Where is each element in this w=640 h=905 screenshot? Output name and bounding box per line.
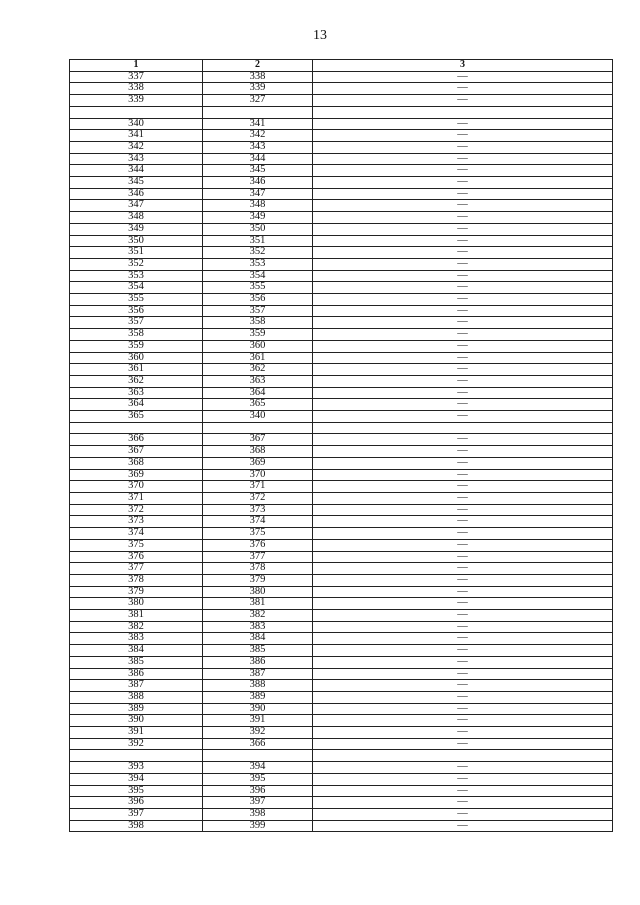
table-row [70, 563, 613, 575]
table-row [70, 153, 613, 165]
table-cell-col-3: — [313, 212, 613, 224]
table-row [70, 165, 613, 177]
table-cell-col-2: 342 [203, 130, 313, 142]
table-cell-col-3: — [313, 223, 613, 235]
table-cell-col-2: 370 [203, 469, 313, 481]
table-cell-col-1: 395 [70, 785, 203, 797]
empty-cell [203, 750, 313, 762]
table-cell-col-2: 392 [203, 727, 313, 739]
table-cell-col-1: 338 [70, 83, 203, 95]
table-cell-col-3: — [313, 738, 613, 750]
empty-cell [70, 422, 203, 434]
table-cell-col-3: — [313, 329, 613, 341]
table-row [70, 516, 613, 528]
table-cell-col-3: — [313, 411, 613, 423]
table-cell-col-1: 354 [70, 282, 203, 294]
table-cell-col-2: 356 [203, 294, 313, 306]
page-number: 13 [313, 28, 327, 43]
table-cell-col-1: 392 [70, 738, 203, 750]
table-cell-col-2: 390 [203, 703, 313, 715]
table-cell-col-3: — [313, 645, 613, 657]
empty-cell [70, 106, 203, 118]
table-row [70, 305, 613, 317]
table-cell-col-3: — [313, 762, 613, 774]
table-cell-col-3: — [313, 492, 613, 504]
table-row [70, 177, 613, 189]
table-cell-col-1: 341 [70, 130, 203, 142]
column-header-3: 3 [313, 60, 613, 72]
table-cell-col-1: 398 [70, 820, 203, 832]
table-separator-row [70, 422, 613, 434]
table-row [70, 446, 613, 458]
table-cell-col-1: 368 [70, 457, 203, 469]
table-cell-col-2: 338 [203, 71, 313, 83]
table-cell-col-2: 374 [203, 516, 313, 528]
table-cell-col-3: — [313, 633, 613, 645]
table-cell-col-1: 340 [70, 118, 203, 130]
table-cell-col-2: 345 [203, 165, 313, 177]
table-cell-col-1: 376 [70, 551, 203, 563]
table-cell-col-2: 365 [203, 399, 313, 411]
table-cell-col-3: — [313, 680, 613, 692]
table-row [70, 645, 613, 657]
table-cell-col-2: 366 [203, 738, 313, 750]
table-cell-col-3: — [313, 258, 613, 270]
table-cell-col-1: 349 [70, 223, 203, 235]
table-cell-col-2: 378 [203, 563, 313, 575]
table-row [70, 492, 613, 504]
table-cell-col-2: 391 [203, 715, 313, 727]
table-row [70, 668, 613, 680]
table-cell-col-3: — [313, 270, 613, 282]
table-cell-col-1: 365 [70, 411, 203, 423]
table-cell-col-3: — [313, 188, 613, 200]
table-row [70, 399, 613, 411]
table-cell-col-3: — [313, 446, 613, 458]
data-table [69, 59, 613, 832]
table-cell-col-2: 383 [203, 621, 313, 633]
table-cell-col-2: 368 [203, 446, 313, 458]
table-cell-col-1: 374 [70, 528, 203, 540]
table-cell-col-3: — [313, 820, 613, 832]
table-row [70, 294, 613, 306]
table-cell-col-2: 327 [203, 95, 313, 107]
table-cell-col-3: — [313, 773, 613, 785]
table-cell-col-3: — [313, 528, 613, 540]
table-cell-col-2: 387 [203, 668, 313, 680]
table-cell-col-2: 351 [203, 235, 313, 247]
table-cell-col-3: — [313, 247, 613, 259]
table-cell-col-1: 383 [70, 633, 203, 645]
table-cell-col-3: — [313, 586, 613, 598]
table-row [70, 469, 613, 481]
table-cell-col-1: 379 [70, 586, 203, 598]
table-cell-col-1: 393 [70, 762, 203, 774]
table-cell-col-3: — [313, 294, 613, 306]
table-row [70, 130, 613, 142]
table-cell-col-1: 352 [70, 258, 203, 270]
table-cell-col-3: — [313, 621, 613, 633]
table-header-row [70, 60, 613, 72]
table-body [70, 71, 613, 832]
table-row [70, 200, 613, 212]
table-cell-col-1: 364 [70, 399, 203, 411]
table-cell-col-1: 344 [70, 165, 203, 177]
table-cell-col-1: 353 [70, 270, 203, 282]
table-cell-col-1: 381 [70, 610, 203, 622]
table-cell-col-2: 357 [203, 305, 313, 317]
table-cell-col-3: — [313, 610, 613, 622]
table-row [70, 223, 613, 235]
table-cell-col-2: 353 [203, 258, 313, 270]
table-cell-col-2: 362 [203, 364, 313, 376]
table-row [70, 621, 613, 633]
table-cell-col-1: 350 [70, 235, 203, 247]
table-row [70, 481, 613, 493]
table-cell-col-1: 362 [70, 375, 203, 387]
table-cell-col-3: — [313, 352, 613, 364]
table-cell-col-2: 373 [203, 504, 313, 516]
table-cell-col-1: 347 [70, 200, 203, 212]
table-cell-col-1: 385 [70, 656, 203, 668]
table-separator-row [70, 750, 613, 762]
table-row [70, 387, 613, 399]
table-cell-col-3: — [313, 469, 613, 481]
table-cell-col-2: 384 [203, 633, 313, 645]
table-cell-col-3: — [313, 504, 613, 516]
table-cell-col-1: 390 [70, 715, 203, 727]
table-row [70, 539, 613, 551]
table-row [70, 340, 613, 352]
table-row [70, 797, 613, 809]
table-cell-col-1: 360 [70, 352, 203, 364]
empty-cell [313, 106, 613, 118]
table-row [70, 282, 613, 294]
table-cell-col-3: — [313, 364, 613, 376]
table-cell-col-2: 369 [203, 457, 313, 469]
table-cell-col-3: — [313, 375, 613, 387]
table-cell-col-3: — [313, 282, 613, 294]
table-row [70, 352, 613, 364]
table-cell-col-2: 350 [203, 223, 313, 235]
table-row [70, 528, 613, 540]
table-cell-col-3: — [313, 165, 613, 177]
table-cell-col-2: 395 [203, 773, 313, 785]
table-row [70, 141, 613, 153]
table-cell-col-3: — [313, 95, 613, 107]
table-cell-col-2: 341 [203, 118, 313, 130]
table-row [70, 504, 613, 516]
empty-cell [313, 750, 613, 762]
table-row [70, 551, 613, 563]
table-cell-col-3: — [313, 574, 613, 586]
table-row [70, 610, 613, 622]
table-row [70, 785, 613, 797]
table-cell-col-3: — [313, 797, 613, 809]
table-cell-col-1: 369 [70, 469, 203, 481]
table-row [70, 598, 613, 610]
table-cell-col-3: — [313, 118, 613, 130]
table-cell-col-2: 388 [203, 680, 313, 692]
table-cell-col-1: 394 [70, 773, 203, 785]
table-cell-col-2: 375 [203, 528, 313, 540]
table-cell-col-1: 346 [70, 188, 203, 200]
table-cell-col-3: — [313, 83, 613, 95]
table-cell-col-3: — [313, 200, 613, 212]
table-row [70, 574, 613, 586]
table-row [70, 329, 613, 341]
table-cell-col-3: — [313, 808, 613, 820]
table-cell-col-2: 372 [203, 492, 313, 504]
table-row [70, 434, 613, 446]
table-cell-col-1: 348 [70, 212, 203, 224]
table-cell-col-1: 387 [70, 680, 203, 692]
table-cell-col-2: 399 [203, 820, 313, 832]
table-cell-col-3: — [313, 598, 613, 610]
table-cell-col-2: 340 [203, 411, 313, 423]
table-cell-col-1: 351 [70, 247, 203, 259]
table-row [70, 691, 613, 703]
table-cell-col-1: 359 [70, 340, 203, 352]
table-cell-col-1: 375 [70, 539, 203, 551]
table-row [70, 95, 613, 107]
table-cell-col-3: — [313, 551, 613, 563]
table-cell-col-1: 358 [70, 329, 203, 341]
table-cell-col-1: 363 [70, 387, 203, 399]
table-cell-col-1: 391 [70, 727, 203, 739]
table-cell-col-1: 372 [70, 504, 203, 516]
table-separator-row [70, 106, 613, 118]
table-cell-col-1: 355 [70, 294, 203, 306]
table-cell-col-2: 377 [203, 551, 313, 563]
table-row [70, 212, 613, 224]
table-row [70, 762, 613, 774]
table-row [70, 727, 613, 739]
table-cell-col-2: 349 [203, 212, 313, 224]
table-cell-col-3: — [313, 516, 613, 528]
table-row [70, 680, 613, 692]
table-cell-col-2: 360 [203, 340, 313, 352]
column-header-1: 1 [70, 60, 203, 72]
table-cell-col-2: 398 [203, 808, 313, 820]
table-cell-col-1: 366 [70, 434, 203, 446]
table-row [70, 656, 613, 668]
table-cell-col-1: 361 [70, 364, 203, 376]
table-cell-col-1: 337 [70, 71, 203, 83]
table-cell-col-1: 388 [70, 691, 203, 703]
table-cell-col-3: — [313, 703, 613, 715]
table-cell-col-3: — [313, 399, 613, 411]
empty-cell [203, 422, 313, 434]
table-cell-col-3: — [313, 691, 613, 703]
table-row [70, 808, 613, 820]
table-cell-col-1: 373 [70, 516, 203, 528]
table-cell-col-2: 397 [203, 797, 313, 809]
table-cell-col-2: 343 [203, 141, 313, 153]
table-cell-col-3: — [313, 434, 613, 446]
table-cell-col-3: — [313, 177, 613, 189]
table-cell-col-1: 382 [70, 621, 203, 633]
table-cell-col-1: 380 [70, 598, 203, 610]
table-cell-col-3: — [313, 153, 613, 165]
table-cell-col-1: 339 [70, 95, 203, 107]
empty-cell [203, 106, 313, 118]
table-cell-col-3: — [313, 785, 613, 797]
table-cell-col-2: 363 [203, 375, 313, 387]
table-row [70, 118, 613, 130]
table-row [70, 703, 613, 715]
table-row [70, 738, 613, 750]
table-row [70, 83, 613, 95]
table-row [70, 258, 613, 270]
table-cell-col-2: 344 [203, 153, 313, 165]
table-cell-col-1: 371 [70, 492, 203, 504]
empty-cell [313, 422, 613, 434]
table-row [70, 270, 613, 282]
table-cell-col-2: 352 [203, 247, 313, 259]
table-cell-col-1: 378 [70, 574, 203, 586]
table-row [70, 457, 613, 469]
table-cell-col-1: 345 [70, 177, 203, 189]
table-cell-col-3: — [313, 317, 613, 329]
table-cell-col-3: — [313, 727, 613, 739]
table-cell-col-1: 356 [70, 305, 203, 317]
table-cell-col-2: 389 [203, 691, 313, 703]
table-cell-col-2: 382 [203, 610, 313, 622]
table-cell-col-2: 339 [203, 83, 313, 95]
empty-cell [70, 750, 203, 762]
table-cell-col-3: — [313, 715, 613, 727]
table-row [70, 317, 613, 329]
table-row [70, 247, 613, 259]
table-cell-col-1: 357 [70, 317, 203, 329]
table-cell-col-2: 348 [203, 200, 313, 212]
table-cell-col-3: — [313, 340, 613, 352]
table-cell-col-2: 379 [203, 574, 313, 586]
table-cell-col-3: — [313, 130, 613, 142]
table-cell-col-1: 396 [70, 797, 203, 809]
table-cell-col-2: 359 [203, 329, 313, 341]
table-row [70, 364, 613, 376]
table-cell-col-2: 358 [203, 317, 313, 329]
table-cell-col-3: — [313, 141, 613, 153]
table-cell-col-3: — [313, 235, 613, 247]
table-cell-col-1: 370 [70, 481, 203, 493]
table-row [70, 773, 613, 785]
table-cell-col-3: — [313, 457, 613, 469]
table-cell-col-2: 376 [203, 539, 313, 551]
table-row [70, 820, 613, 832]
table-cell-col-2: 385 [203, 645, 313, 657]
table-row [70, 235, 613, 247]
table-cell-col-1: 389 [70, 703, 203, 715]
table-row [70, 586, 613, 598]
table-cell-col-3: — [313, 668, 613, 680]
table-row [70, 411, 613, 423]
table-cell-col-2: 386 [203, 656, 313, 668]
table-cell-col-3: — [313, 481, 613, 493]
table-cell-col-3: — [313, 656, 613, 668]
table-cell-col-1: 377 [70, 563, 203, 575]
column-header-2: 2 [203, 60, 313, 72]
table-cell-col-1: 342 [70, 141, 203, 153]
table-cell-col-2: 354 [203, 270, 313, 282]
table-cell-col-1: 343 [70, 153, 203, 165]
table-cell-col-2: 367 [203, 434, 313, 446]
table-row [70, 633, 613, 645]
table-cell-col-1: 386 [70, 668, 203, 680]
table-row [70, 375, 613, 387]
table-cell-col-1: 367 [70, 446, 203, 458]
table-row [70, 715, 613, 727]
table-cell-col-1: 384 [70, 645, 203, 657]
table-cell-col-2: 394 [203, 762, 313, 774]
table-cell-col-3: — [313, 387, 613, 399]
table-cell-col-2: 347 [203, 188, 313, 200]
table-cell-col-3: — [313, 563, 613, 575]
table-cell-col-2: 380 [203, 586, 313, 598]
table-cell-col-2: 361 [203, 352, 313, 364]
table-row [70, 188, 613, 200]
table-cell-col-2: 346 [203, 177, 313, 189]
table-cell-col-1: 397 [70, 808, 203, 820]
table-cell-col-3: — [313, 539, 613, 551]
table-cell-col-2: 364 [203, 387, 313, 399]
table-cell-col-3: — [313, 71, 613, 83]
table-cell-col-2: 396 [203, 785, 313, 797]
table-cell-col-2: 355 [203, 282, 313, 294]
table-cell-col-2: 371 [203, 481, 313, 493]
table-cell-col-3: — [313, 305, 613, 317]
table-row [70, 71, 613, 83]
table-cell-col-2: 381 [203, 598, 313, 610]
